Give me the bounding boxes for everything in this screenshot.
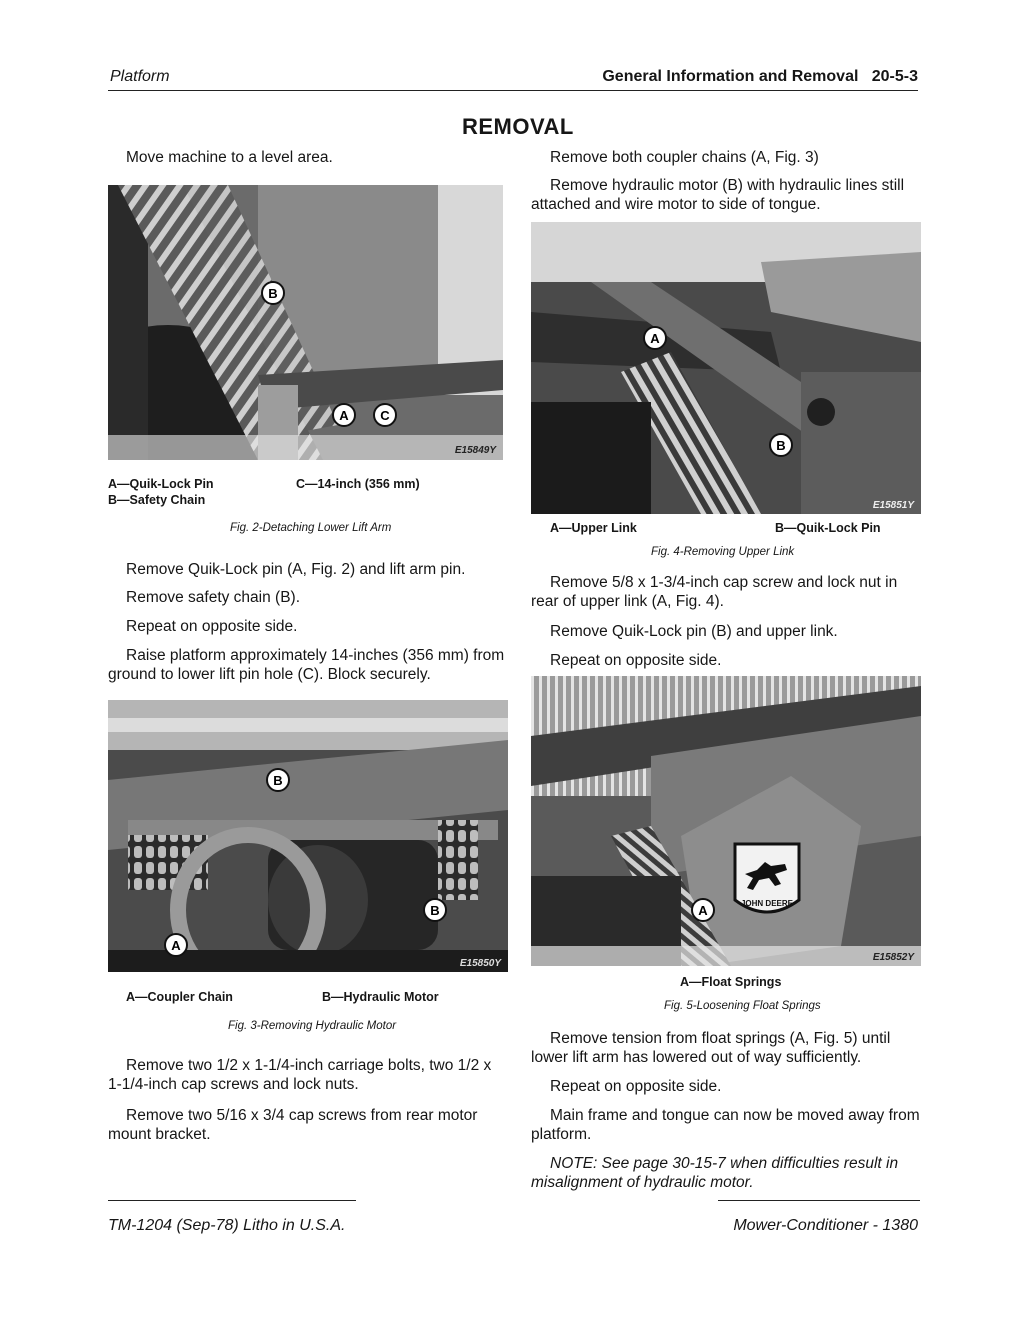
step-remove-upper-link: Remove Quik-Lock pin (B) and upper link. (550, 623, 838, 640)
running-header-title: General Information and Removal 20-5-3 (602, 68, 918, 85)
footer-publication: TM-1204 (Sep-78) Litho in U.S.A. (108, 1217, 346, 1234)
fig2-photo (108, 185, 503, 460)
fig2-caption: Fig. 2-Detaching Lower Lift Arm (230, 522, 392, 534)
fig5-caption: Fig. 5-Loosening Float Springs (664, 1000, 821, 1012)
note-misalignment: NOTE: See page 30-15-7 when difficulties result in misalignment of hydraulic motor. (531, 1155, 899, 1191)
fig3-caption: Fig. 3-Removing Hydraulic Motor (228, 1020, 397, 1032)
footer-rule-left (108, 1200, 356, 1201)
step-raise-platform: Raise platform approximately 14-inches (356 mm) from ground to lower lift pin hole (C). Block securely. (108, 647, 505, 683)
step-remove-cap-screws: Remove two 5/16 x 3/4 cap screws from rear motor mount bracket. (108, 1107, 478, 1143)
step-remove-quik-lock: Remove Quik-Lock pin (A, Fig. 2) and lift arm pin. (126, 561, 466, 578)
fig2-legend-c: C—14-inch (356 mm) (296, 477, 420, 491)
fig4-legend-a: A—Upper Link (550, 521, 637, 535)
fig3-legend-b: B—Hydraulic Motor (322, 990, 439, 1004)
fig4-callout-b: B (776, 438, 786, 453)
fig2-callout-c: C (380, 408, 390, 423)
step-repeat-opposite-3: Repeat on opposite side. (550, 1078, 722, 1095)
fig4-legend-b: B—Quik-Lock Pin (775, 521, 881, 535)
step-repeat-opposite: Repeat on opposite side. (126, 618, 298, 635)
step-remove-hydraulic-motor: Remove hydraulic motor (B) with hydraulic lines still attached and wire motor to side of tongue. (531, 177, 905, 213)
header-rule (108, 90, 918, 91)
fig2-photo-code: E15849Y (454, 445, 496, 456)
fig2-callout-a: A (339, 408, 349, 423)
fig3-legend-a: A—Coupler Chain (126, 990, 233, 1004)
step-remove-safety-chain: Remove safety chain (B). (126, 589, 301, 606)
fig5-legend-a: A—Float Springs (680, 975, 782, 989)
fig3-callout-a: A (171, 938, 181, 953)
step-remove-carriage-bolts: Remove two 1/2 x 1-1/4-inch carriage bolts, two 1/2 x 1-1/4-inch cap screws and lock nuts. (108, 1057, 492, 1093)
running-header-section: Platform (110, 68, 170, 85)
step-repeat-opposite-2: Repeat on opposite side. (550, 652, 722, 669)
fig2-callout-b: B (268, 286, 278, 301)
step-remove-spring-tension: Remove tension from float springs (A, Fig. 5) until lower lift arm has lowered out of way sufficiently. (531, 1030, 891, 1066)
fig4-caption: Fig. 4-Removing Upper Link (651, 546, 795, 558)
footer-model: Mower-Conditioner - 1380 (733, 1217, 918, 1234)
fig4-photo-code: E15851Y (872, 500, 914, 511)
fig2-legend-a: A—Quik-Lock Pin (108, 477, 214, 491)
page-title: REMOVAL (462, 114, 574, 139)
step-remove-link-screw: Remove 5/8 x 1-3/4-inch cap screw and lock nut in rear of upper link (A, Fig. 4). (531, 574, 898, 610)
fig5-photo-code: E15852Y (872, 952, 914, 963)
step-move-machine: Move machine to a level area. (126, 149, 333, 166)
john-deere-decal-text: JOHN DEERE (740, 899, 794, 908)
step-remove-coupler-chains: Remove both coupler chains (A, Fig. 3) (550, 149, 819, 166)
fig5-photo (531, 676, 921, 966)
fig3-callout-b1: B (273, 773, 283, 788)
footer-rule-right (718, 1200, 920, 1201)
fig3-callout-b2: B (430, 903, 440, 918)
fig3-photo-code: E15850Y (459, 958, 501, 969)
fig4-callout-a: A (650, 331, 660, 346)
step-move-frame: Main frame and tongue can now be moved away from platform. (531, 1107, 920, 1143)
fig5-callout-a: A (698, 903, 708, 918)
fig2-legend-b: B—Safety Chain (108, 493, 206, 507)
fig3-photo (108, 700, 508, 972)
fig4-photo (531, 222, 921, 514)
